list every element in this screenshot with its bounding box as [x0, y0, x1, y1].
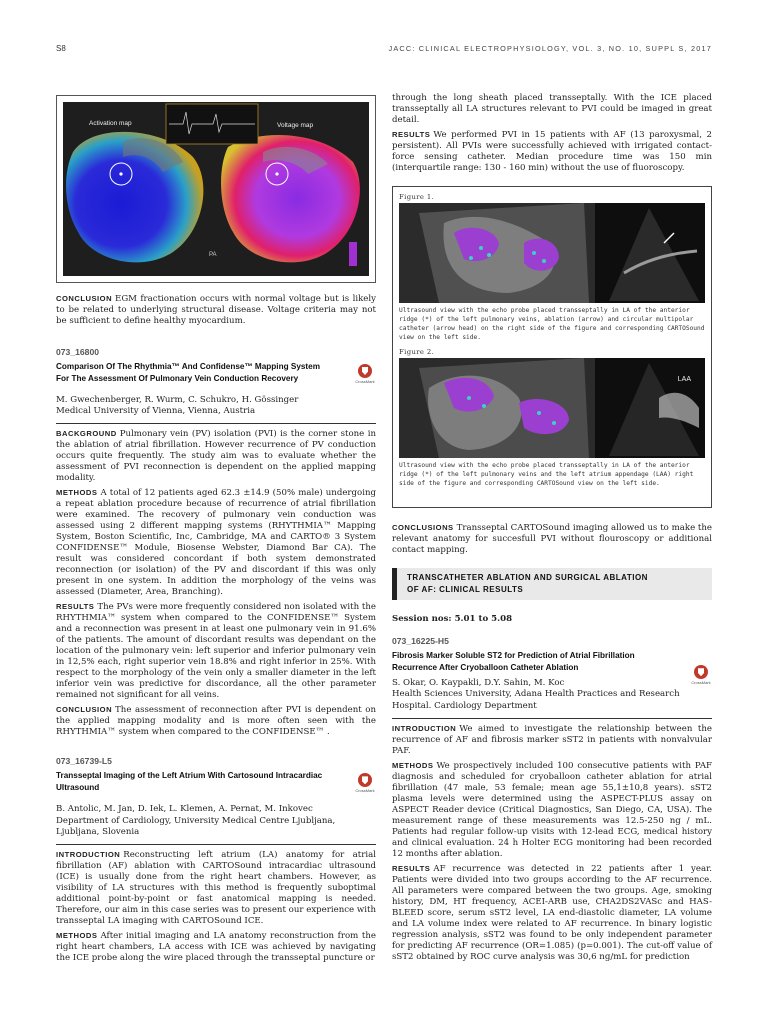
figure2-image [399, 358, 705, 458]
abstract-16739 [56, 756, 376, 964]
methods-text: After initial imaging and LA anatomy reconstruction from the right heart chambers, LA access with ICE was achieved by navigating the ICE probe along the wire placed through the transseptal puncture or [56, 931, 376, 964]
methods-label: METHODS [56, 931, 98, 941]
introduction-text: We aimed to investigate the relationship between the recurrence of AF and fibrosis marker sST2 in patients with nonvalvular PAF. [392, 723, 712, 756]
methods-paragraph [56, 487, 376, 598]
abstract-16800 [56, 347, 376, 738]
section-title-line1: TRANSCATHETER ABLATION AND SURGICAL ABLATION [407, 573, 648, 582]
conclusion-label: CONCLUSION [56, 705, 113, 715]
abstract-authors [392, 678, 682, 712]
mapping-illustration [63, 102, 369, 276]
section-heading [392, 568, 712, 600]
crossmark-icon[interactable] [354, 364, 376, 390]
figure1-caption: Ultrasound view with the echo probe placed transseptally in LA of the anterior ridge (*) of the left pulmonary veins, ablation (arrow) and circular multipolar catheter (arrow head) on the right side of the figure and corresponding CARTOSound view on the left side. [399, 307, 705, 341]
methods-label: METHODS [56, 488, 98, 498]
abstract-title: Comparison Of The Rhythmia™ And Confidense™ Mapping System For The Assessment Of Pulmonary Vein Conduction Recovery [56, 362, 320, 383]
introduction-paragraph [56, 849, 376, 927]
figure2-caption: Ultrasound view with the echo probe placed transseptally in LA of the anterior ridge (*) of the left pulmonary veins and the left atrium appendage (LAA) right side of the figure and corresponding CARTOSound view on the left side. [399, 462, 694, 487]
journal-header: JACC: CLINICAL ELECTROPHYSIOLOGY, VOL. 3, NO. 10, SUPPL S, 2017 [388, 44, 712, 53]
introduction-label: INTRODUCTION [392, 723, 457, 733]
conclusions-paragraph [392, 522, 712, 556]
abstract-id: 073_16225-H5 [392, 636, 449, 646]
methods-paragraph [392, 760, 712, 860]
prev-conclusion-label: CONCLUSION [56, 294, 113, 303]
results-label: RESULTS [392, 130, 431, 139]
conclusion-text: The assessment of reconnection after PVI is dependent on the applied mapping modality and is more often seen with the RHYTHMIA™ system when compared to the CONFIDENSE™ . [56, 705, 376, 738]
prev-conclusion-text: EGM fractionation occurs with normal voltage but is likely to be related to underlying structural disease. Voltage criteria may not be sufficient to define healthy myocardium. [56, 294, 376, 326]
pa-label: PA [209, 252, 217, 258]
introduction-paragraph [392, 723, 712, 757]
activation-map-label: Activation map [89, 120, 132, 127]
abstract-authors [56, 804, 376, 838]
results-text: AF recurrence was detected in 22 patients after 1 year. Patients were divided into two groups according to the AF recurrence. All parameters were compared between the two groups. Age, smoking history, DM, HT frequency, ACEI-ARB use, CHA2DS2VASc and HAS-BLEED score, serum sST2 level, LA end-diastolic diameter, LA volume and LA volume index were related to AF recurrence. In binary logistic regression analysis, sST2 was found to be only independent parameter for predicting AF recurrence (OR=1.085) (p=0.001). The cut-off value of sST2 obtained by ROC curve analysis was 30,6 ng/mL for prediction [392, 863, 712, 962]
author-list: M. Gwechenberger, R. Wurm, C. Schukro, H. Gössinger [56, 395, 299, 405]
section-title-line2: OF AF: CLINICAL RESULTS [407, 585, 524, 594]
crossmark-icon[interactable] [690, 665, 712, 691]
affiliation: Medical University of Vienna, Vienna, Austria [56, 406, 256, 417]
laa-label: LAA [677, 376, 691, 383]
results-text: The PVs were more frequently considered non isolated with the RHYTHMIA™ system when compared to the CONFIDENSE™ System and a reconnection was present in at least one pulmonary vein in 91.6% of the patients. The amount of discordant results was dependant on the location of the pulmonary vein: left superior and inferior pulmonary vein in 12,5% each, right superior vein 18.8% and right inferior in 25%. With respect to the morphology of the vein only a smaller diameter in the left inferior vein was predictive for discordance, all the other parameter remained not significant for all veins. [56, 602, 376, 701]
divider [392, 718, 712, 719]
abstract-authors [56, 395, 376, 417]
methods-text: A total of 12 patients aged 62.3 ±14.9 (50% male) undergoing a repeat ablation procedure because of recurrence of atrial fibrillation were examined. The recovery of pulmonary vein conduction was assessed using 2 different mapping systems (RHYTHMIA™ Mapping System, Boston Scientific, Inc, Cambridge, MA and CARTO® 3 System CONFIDENSE™ Module, Biosense Webster, Diamond Bar CA). The result was considered concordant if both system demonstrated reconnection (or isolation) of the PV and discordant if this was only present in one system. In addition the morphology of the veins was assessed (Diameter, Area, Branching). [56, 488, 376, 598]
methods-text: We prospectively included 100 consecutive patients with PAF diagnosis and scheduled for cryoballoon catheter ablation for atrial fibrillation (47 male, 53 female; mean age 55,1±10,8 years). sST2 plasma levels were determined using the ASPECT-PLUS assay on ASPECT Reader device (Critical Diagnostics, San Diego, CA, USA). The measurement range of these measurements was 12.5-250 ng / mL. Patients had regular follow-up visits with 12-lead ECG, medical history and clinical evaluation. 24 h Holter ECG monitoring had been recorded 12 months after ablation. [392, 760, 712, 859]
methods-paragraph [56, 930, 376, 964]
results-text: We performed PVI in 15 patients with AF (13 paroxysmal, 2 persistent). All PVIs were successfully achieved with irrigated contact-force sensing catheter. Median procedure time was 150 min (interquartile range: 130 - 160 min) without the use of fluoroscopy. [392, 130, 712, 173]
methods-label: METHODS [392, 760, 434, 770]
divider [56, 844, 376, 845]
crossmark-text: CrossMark [355, 379, 375, 384]
results-paragraph [392, 129, 712, 174]
voltage-legend-bar [349, 242, 357, 266]
figure1-image [399, 203, 705, 303]
divider [56, 423, 376, 424]
conclusion-paragraph [56, 704, 376, 738]
prev-conclusion [56, 293, 376, 327]
results-paragraph [56, 601, 376, 701]
introduction-label: INTRODUCTION [56, 850, 121, 860]
activation-voltage-figure [56, 95, 376, 283]
crossmark-text: CrossMark [691, 680, 711, 686]
page-number: S8 [56, 44, 66, 53]
abstract-title: Fibrosis Marker Soluble ST2 for Prediction of Atrial Fibrillation Recurrence After Cryoballoon Catheter Ablation [392, 651, 635, 672]
session-numbers: Session nos: 5.01 to 5.08 [392, 614, 513, 624]
right-column [392, 93, 712, 963]
crossmark-text: CrossMark [355, 788, 375, 794]
figure1-illustration [399, 203, 705, 303]
background-paragraph [56, 428, 376, 484]
results-label: RESULTS [392, 863, 431, 873]
mapping-image [63, 102, 369, 276]
introduction-text: Reconstructing left atrium (LA) anatomy for atrial fibrillation (AF) ablation with CARTOSound intracardiac ultrasound (ICE) is usually done from the right heart chambers. However, as visibility of LA structures with this method is frequently suboptimal additional point-by-point or fast anatomical mapping is needed. Therefore, our aim in this case series was to present our experience with transseptal LA imaging with CARTOSound ICE. [56, 850, 376, 927]
abstract-title: Transseptal Imaging of the Left Atrium With Cartosound Intracardiac Ultrasound [56, 771, 323, 792]
figures-box [392, 186, 712, 508]
background-text: Pulmonary vein (PV) isolation (PVI) is the corner stone in the ablation of atrial fibrillation. However recurrence of PV conduction occurs quite frequently. The study aim was to evaluate whether the assessment of PVI reconnection is dependent on the applied mapping modality. [56, 429, 376, 484]
abstract-16225 [392, 636, 712, 963]
conclusions-text: Transseptal CARTOSound imaging allowed us to make the relevant anatomy for succesfull PVI without flouroscopy or additional contact mapping. [392, 523, 712, 555]
author-list: S. Okar, O. Kaypakli, D.Y. Sahin, M. Koc [392, 678, 565, 689]
affiliation: Health Sciences University, Adana Health Practices and Research Hospital. Cardiology Department [392, 689, 680, 711]
left-column [56, 95, 376, 964]
voltage-map-label: Voltage map [277, 122, 314, 129]
results-paragraph [392, 863, 712, 963]
figure2-illustration [399, 358, 705, 458]
continued-paragraph: through the long sheath placed transseptally. With the ICE placed transseptally all LA structures relevant to PVI could be imaged in great detail. [392, 93, 712, 125]
conclusions-label: CONCLUSIONS [392, 523, 454, 532]
abstract-id: 073_16739-L5 [56, 756, 112, 767]
abstract-id: 073_16800 [56, 347, 100, 357]
affiliation: Department of Cardiology, University Medical Centre Ljubljana, Ljubljana, Slovenia [56, 815, 336, 837]
figure1-label: Figure 1. [399, 193, 435, 201]
results-label: RESULTS [56, 602, 95, 612]
background-label: BACKGROUND [56, 429, 117, 439]
figure2-label: Figure 2. [399, 348, 435, 356]
crossmark-icon[interactable] [354, 773, 376, 799]
author-list: B. Antolic, M. Jan, D. Iek, L. Klemen, A. Pernat, M. Inkovec [56, 804, 313, 815]
